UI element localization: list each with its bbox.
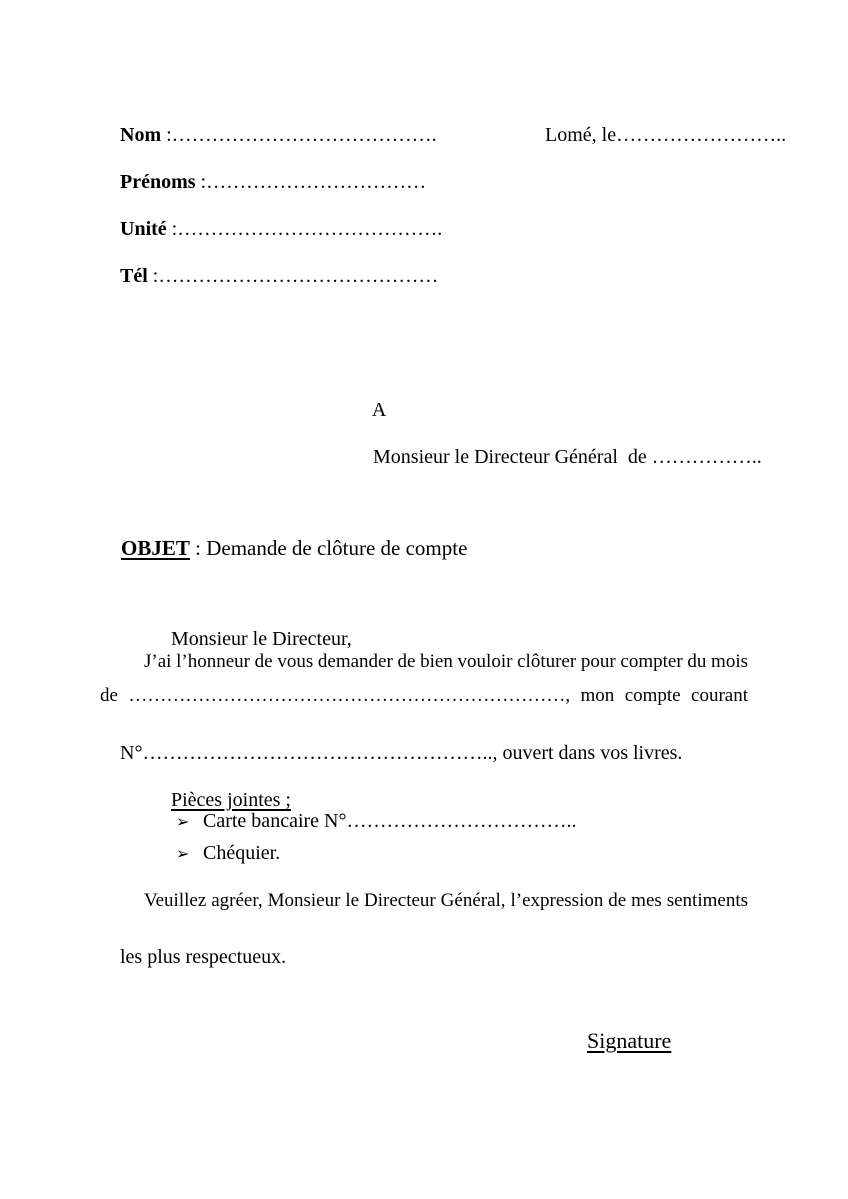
- phone-separator: :: [147, 265, 159, 287]
- paragraph1-line3-text: N°…………………………………………….., ouvert dans vos livres.: [120, 742, 683, 764]
- name-label: Nom: [120, 124, 162, 146]
- closing-line2-text: les plus respectueux.: [120, 946, 287, 968]
- signature-label: Signature: [587, 1028, 672, 1053]
- unit-dotted-blank: ………………………………….: [177, 218, 443, 240]
- subject-text: Demande de clôture de compte: [206, 536, 468, 560]
- paragraph1-line1: [100, 650, 748, 674]
- arrow-bullet-icon: ➢: [176, 846, 190, 863]
- greeting-text: Monsieur le Directeur,: [171, 628, 352, 650]
- firstname-dotted-blank: ……………………………: [206, 171, 427, 193]
- attachment-card-text: Carte bancaire N°……………………………..: [203, 810, 577, 832]
- attachments-heading-text: Pièces jointes ;: [171, 789, 291, 811]
- name-dotted-blank: ………………………………….: [171, 124, 437, 146]
- attachment-item-chequebook: [176, 841, 280, 867]
- paragraph1-line2-text: de ……………………………………………………………, mon compte courant: [100, 685, 748, 706]
- closing-line1: [100, 889, 748, 913]
- dateline-text: Lomé, le……………………..: [545, 124, 787, 146]
- recipient-text: Monsieur le Directeur Général de ……………..: [373, 446, 762, 468]
- arrow-bullet-icon: ➢: [176, 814, 190, 831]
- recipient-line: [353, 421, 762, 493]
- subject-separator: :: [189, 536, 207, 560]
- attachment-item-card: [176, 809, 576, 835]
- subject-label: OBJET: [121, 536, 190, 560]
- signature-line: [565, 1005, 671, 1077]
- firstname-label: Prénoms: [120, 171, 196, 193]
- unit-label: Unité: [120, 218, 167, 240]
- name-separator: :: [161, 124, 172, 146]
- paragraph1-line2: [100, 684, 748, 708]
- phone-label: Tél: [120, 265, 148, 287]
- phone-dotted-blank: ……………………………………: [158, 265, 439, 287]
- paragraph1-line1-text: J’ai l’honneur de vous demander de bien vouloir clôturer pour compter du mois: [144, 651, 748, 672]
- firstname-separator: :: [195, 171, 207, 193]
- unit-separator: :: [166, 218, 178, 240]
- subject-line: [100, 512, 467, 584]
- closing-line2: [100, 921, 286, 993]
- closing-line1-text: Veuillez agréer, Monsieur le Directeur Général, l’expression de mes sentiments: [144, 890, 748, 911]
- sender-phone-line: [100, 240, 438, 312]
- to-letter: A: [371, 399, 387, 421]
- attachment-chequebook-text: Chéquier.: [203, 842, 281, 864]
- date-line: [525, 99, 786, 171]
